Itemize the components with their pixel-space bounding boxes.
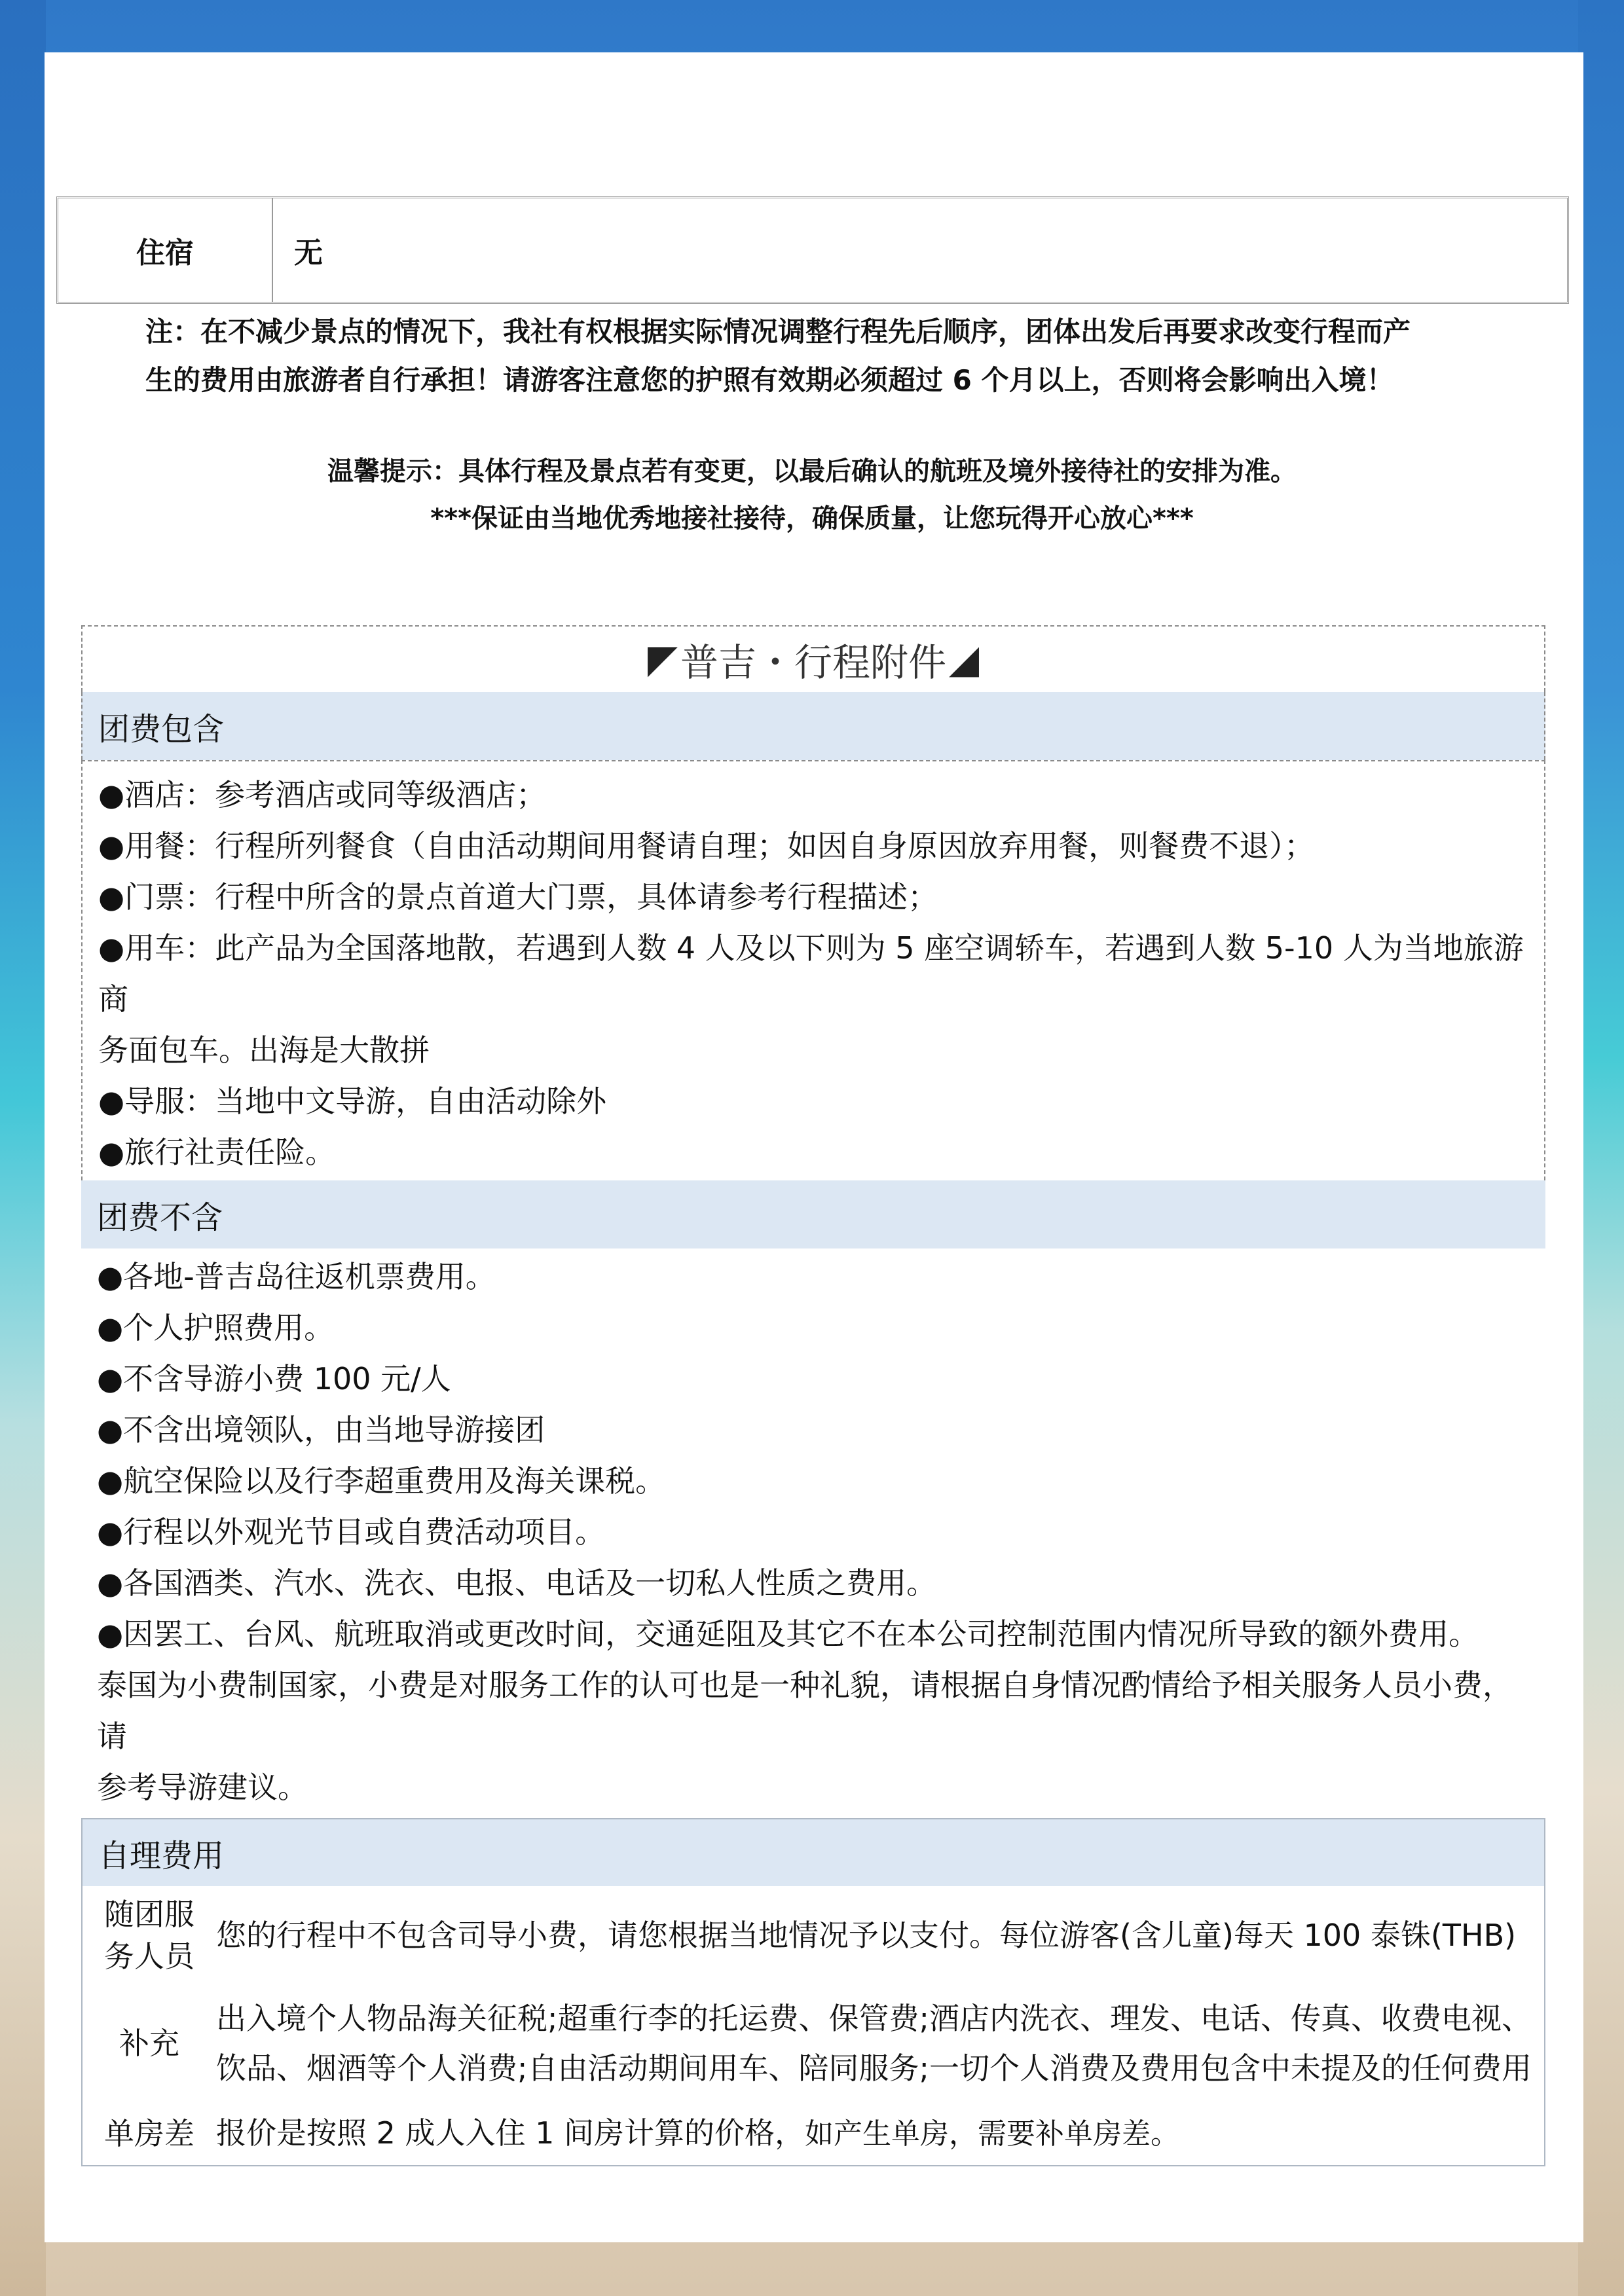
list-item: ●用车：此产品为全国落地散，若遇到人数 4 人及以下则为 5 座空调轿车，若遇到人数 5-10 人为当地旅游商 [98,930,1524,1017]
table-row [83,1886,1544,1984]
row-content-line: 出入境个人物品海关征税;超重行李的托运费、保管费;酒店内洗衣、理发、电话、传真、收费电视、 [216,2001,1532,2036]
row-content-line: 饮品、烟酒等个人消费;自由活动期间用车、陪同服务;一切个人消费及费用包含中未提及的任何费用 [216,2050,1532,2086]
tip-line-2: ***保证由当地优秀地接社接待，确保质量，让您玩得开心放心*** [430,503,1194,534]
list-item: ●导服：当地中文导游，自由活动除外 [98,1084,607,1119]
row-content: 您的行程中不包含司导小费，请您根据当地情况予以支付。每位游客(含儿童)每天 100 泰铢(THB) [216,1918,1517,1953]
list-item: 务面包车。出海是大散拼 [98,1032,430,1068]
list-item: ●酒店：参考酒店或同等级酒店； [98,777,547,812]
background-sea-right [1578,0,1624,2296]
excluded-list [81,1248,1545,1818]
row-label [83,1893,216,1977]
list-item: ●不含出境领队，由当地导游接团 [97,1412,545,1448]
row-label-line: 随团服 [104,1897,194,1932]
list-item: ●航空保险以及行李超重费用及海关课税。 [97,1463,666,1499]
table-row [83,2102,1544,2165]
attachment-title-text: 普吉・行程附件 [680,640,946,685]
row-content-part: 报价是按照 2 成人入住 1 间房计算的价格， [216,2115,805,2151]
section-heading-excluded: 团费不含 [81,1180,1545,1248]
triangle-left-icon: ◤ [647,636,678,682]
row-label: 补充 [119,2026,179,2061]
list-item: 参考导游建议。 [97,1770,308,1805]
tip-line-1: 温馨提示：具体行程及景点若有变更，以最后确认的航班及境外接待社的安排为准。 [327,456,1297,486]
background-sea-left [0,0,46,2296]
included-list [81,760,1545,1180]
list-item: ●个人护照费用。 [97,1310,335,1345]
list-item: ●因罢工、台风、航班取消或更改时间，交通延阻及其它不在本公司控制范围内情况所导致的额外费用。 [97,1616,1479,1652]
self-paid-table [81,1886,1545,2166]
attachment-section [81,625,1545,2166]
row-content [216,1994,1544,2093]
section-heading-included: 团费包含 [81,692,1545,760]
row-label: 单房差 [104,2116,194,2151]
accommodation-label: 住宿 [58,198,273,302]
list-item: ●不含导游小费 100 元/人 [97,1361,451,1396]
list-item: ●旅行社责任险。 [98,1135,336,1170]
section-heading-self-paid: 自理费用 [81,1818,1545,1886]
accommodation-value: 无 [294,236,323,270]
accommodation-table [56,196,1569,304]
list-item: 泰国为小费制国家，小费是对服务工作的认可也是一种礼貌，请根据自身情况酌情给予相关服务人员小费，请 [97,1667,1513,1754]
row-content-part: 如产生单房，需要补单房差。 [805,2117,1180,2151]
list-item: ●各地-普吉岛往返机票费用。 [97,1259,496,1294]
list-item: ●各国酒类、汽水、洗衣、电报、电话及一切私人性质之费用。 [97,1565,937,1601]
notice-line: 注：在不减少景点的情况下，我社有权根据实际情况调整行程先后顺序，团体出发后再要求改变行程而产 [145,316,1411,348]
row-content [216,2108,1544,2159]
attachment-title [81,625,1545,692]
list-item: ●门票：行程中所含的景点首道大门票，具体请参考行程描述； [98,879,938,915]
notice-text [145,308,1488,405]
table-row [83,1984,1544,2102]
notice-line: 生的费用由旅游者自行承担！请游客注意您的护照有效期必须超过 6 个月以上，否则将会影响出入境！ [145,364,1394,396]
row-label-line: 务人员 [104,1939,194,1974]
list-item: ●行程以外观光节目或自费活动项目。 [97,1514,606,1550]
triangle-right-icon: ◢ [949,636,980,682]
list-item: ●用餐：行程所列餐食（自由活动期间用餐请自理；如因自身原因放弃用餐，则餐费不退）； [98,828,1315,864]
